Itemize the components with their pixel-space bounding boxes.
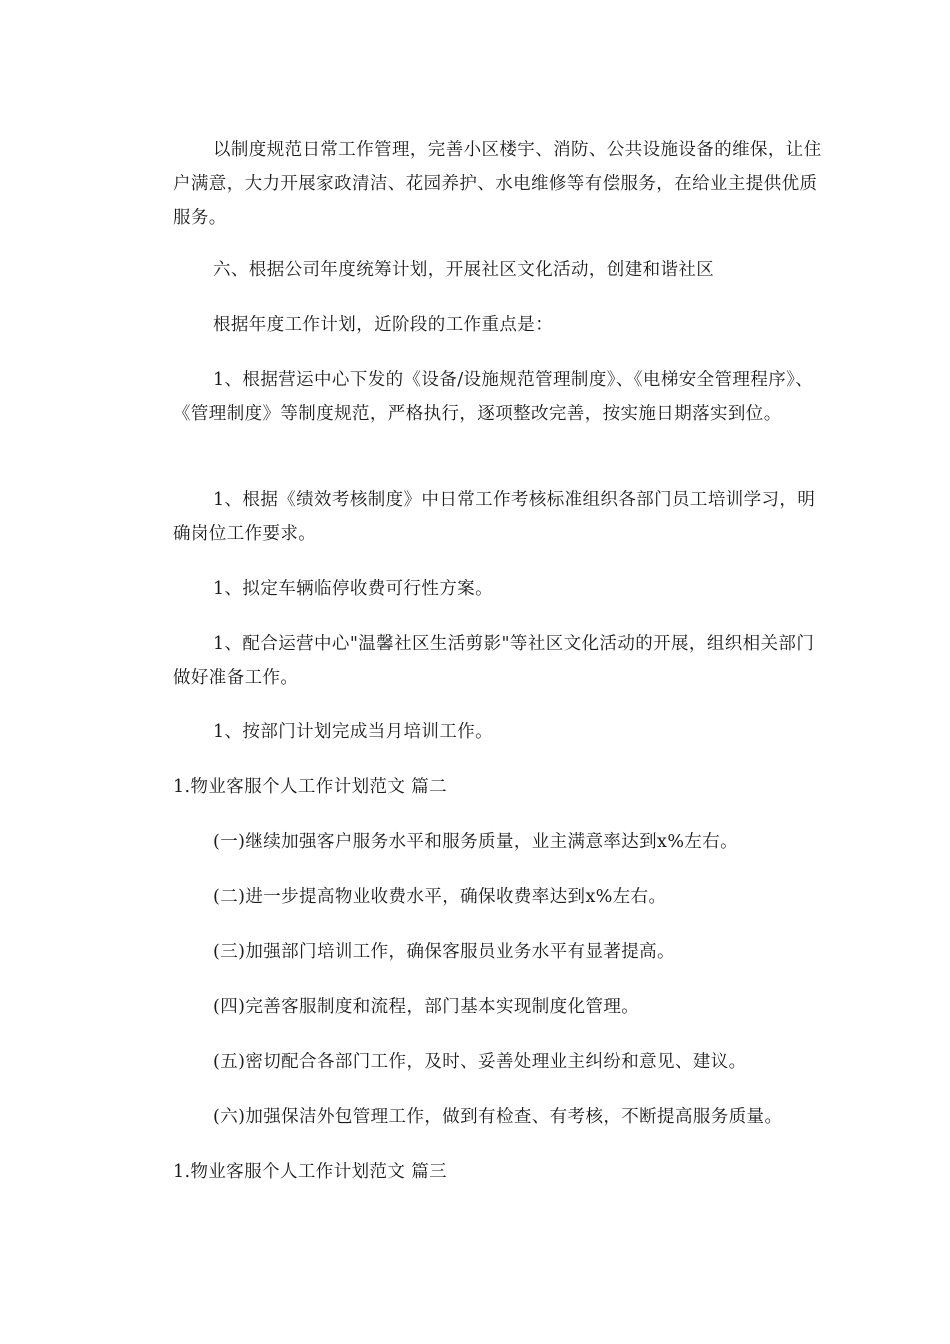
list-item: (六)加强保洁外包管理工作，做到有检查、有考核，不断提高服务质量。 [213, 1107, 783, 1127]
paragraph-item-performance: 1、根据《绩效考核制度》中日常工作考核标准组织各部门员工培训学习，明确岗位工作要求。 [173, 490, 816, 544]
list-item: (四)完善客服制度和流程，部门基本实现制度化管理。 [213, 997, 640, 1017]
list-item: (三)加强部门培训工作，确保客服员业务水平有显著提高。 [213, 942, 675, 962]
paragraph-item-training: 1、按部门计划完成当月培训工作。 [213, 722, 494, 742]
paragraph-maintenance: 以制度规范日常工作管理，完善小区楼宇、消防、公共设施设备的维保，让住户满意，大力开展家政清洁、花园养护、水电维修等有偿服务，在给业主提供优质服务。 [173, 140, 822, 228]
list-item: (一)继续加强客户服务水平和服务质量，业主满意率达到x%左右。 [213, 832, 739, 852]
list-item: (五)密切配合各部门工作，及时、妥善处理业主纠纷和意见、建议。 [213, 1052, 747, 1072]
list-item: (二)进一步提高物业收费水平，确保收费率达到x%左右。 [213, 887, 667, 907]
paragraph-focus-intro: 根据年度工作计划，近阶段的工作重点是： [213, 315, 554, 335]
paragraph-section-six: 六、根据公司年度统筹计划，开展社区文化活动，创建和谐社区 [213, 260, 715, 280]
section-three-heading: 1.物业客服个人工作计划范文 篇三 [173, 1162, 448, 1182]
section-two-heading: 1.物业客服个人工作计划范文 篇二 [173, 777, 448, 797]
paragraph-item-parking: 1、拟定车辆临停收费可行性方案。 [213, 579, 494, 599]
paragraph-item-culture: 1、配合运营中心"温馨社区生活剪影"等社区文化活动的开展，组织相关部门做好准备工作。 [173, 634, 815, 688]
paragraph-item-regulations: 1、根据营运中心下发的《设备/设施规范管理制度》、《电梯安全管理程序》、《管理制度》等制度规范，严格执行，逐项整改完善，按实施日期落实到位。 [173, 370, 814, 424]
